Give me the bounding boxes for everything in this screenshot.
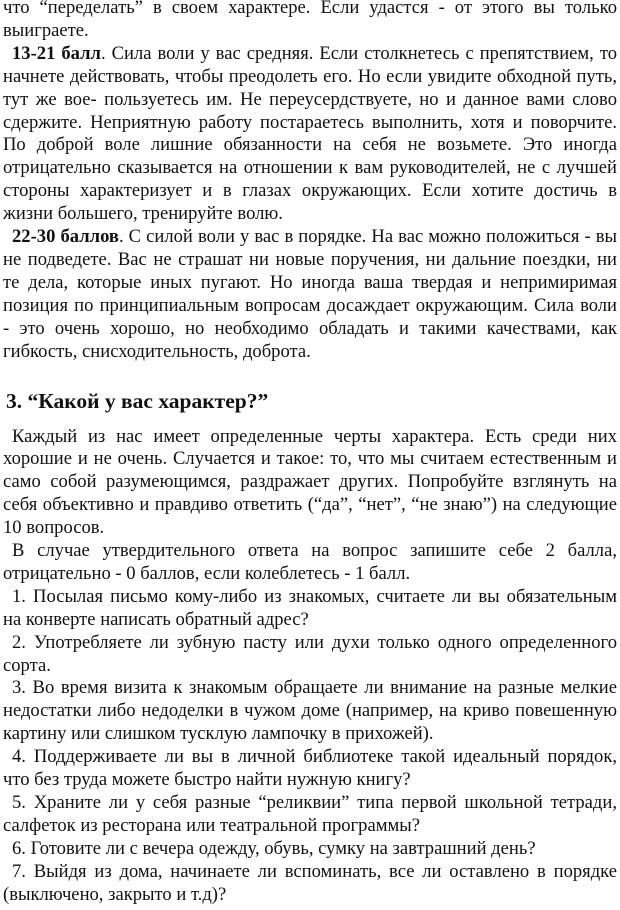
- section-paragraph: Каждый из нас имеет определенные черты характера. Есть среди них хорошие и не очень. Случается и такое: то, что мы считаем естественным и само собой разумеющимся, раздражает других. Попробуйте взглянуть на себя объективно и правдиво ответить (“да”, “нет”, “не знаю”) на следующие 10 вопросов.: [3, 425, 617, 539]
- result-text: . С силой воли у вас в порядке. На вас можно положиться - вы не подведете. Вас не страшат ни новые поручения, ни дальние поездки, ни те дела, которые иных пугают. Но иногда ваша твердая и непримиримая позиция по принципиальным вопросам досаждает окружающим. Сила воли - это очень хорошо, но необходимо обладать и такими качествами, как гибкость, снисходительность, доброта.: [3, 226, 617, 362]
- question-item: 3. Во время визита к знакомым обращаете ли внимание на разные мелкие недостатки либо недоделки в чужом доме (например, на криво повешенную картину или слишком тусклую лампочку в прихожей).: [3, 677, 617, 745]
- section-paragraph: В случае утвердительного ответа на вопрос запишите себе 2 балла, отрицательно - 0 баллов, если колеблетесь - 1 балл.: [3, 540, 617, 584]
- question-item: 7. Выйдя из дома, начинаете ли вспоминать, все ли оставлено в порядке (выключено, закрыто и т.д)?: [3, 860, 617, 905]
- question-item: 5. Храните ли у себя разные “реликвии” типа первой школьной тетради, салфеток из ресторана или театральной программы?: [3, 792, 617, 836]
- intro-fragment: что “переделать” в своем характере. Если удастся - от этого вы только выиграете.: [3, 0, 617, 41]
- result-range: 13-21 балл: [12, 42, 101, 64]
- question-item: 4. Поддерживаете ли вы в личной библиотеке такой идеальный порядок, что без труда можете быстро найти нужную книгу?: [3, 746, 617, 791]
- question-item: 1. Посылая письмо кому-либо из знакомых, считаете ли вы обязательным на конверте написать обратный адрес?: [3, 585, 617, 630]
- result-text: . Сила воли у вас средняя. Если столкнетесь с препятствием, то начнете действовать, чтобы преодолеть его. Но если увидите обходной путь, тут же вое- пользуетесь им. Не переусердствуете, но и данное вами слово сдержите. Неприятную работу постараетесь выполнить, хотя и поворчите. По доброй воле лишние обязанности на себя не возьмете. Это иногда отрицательно сказывается на отношении к вам руководителей, не с лучшей стороны характеризует и в глазах окружающих. Если хотите достичь в жизни большего, тренируйте волю.: [3, 42, 617, 225]
- question-item: 2. Употребляете ли зубную пасту или духи только одного определенного сорта.: [3, 631, 617, 676]
- result-13-21: [3, 43, 617, 226]
- question-item: 6. Готовите ли с вечера одежду, обувь, сумку на завтрашний день?: [12, 837, 536, 859]
- section-heading: 3. “Какой у вас характер?”: [6, 388, 269, 413]
- result-range: 22-30 баллов: [12, 226, 119, 248]
- result-22-30: [3, 226, 617, 363]
